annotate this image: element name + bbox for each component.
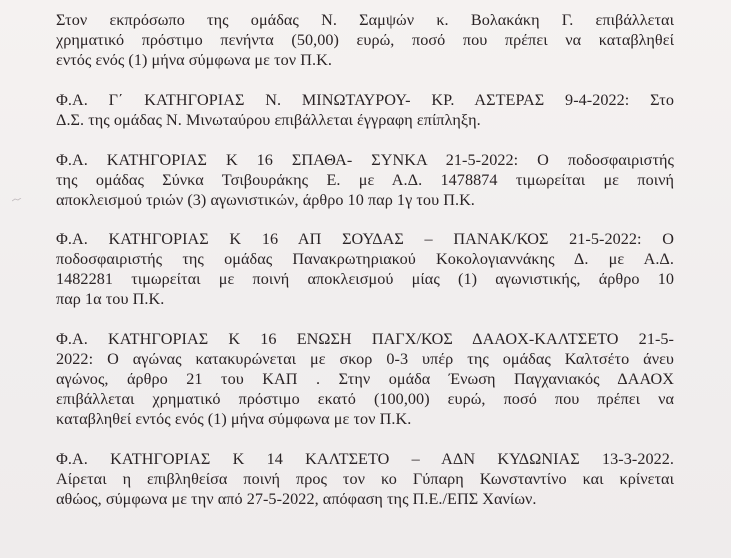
text-line: της ομάδας Σύνκα Τσιβουράκης Ε. με Α.Δ. 1478874 τιμωρείται με ποινή: [56, 171, 674, 189]
text-line: Φ.Α. Γ΄ ΚΑΤΗΓΟΡΙΑΣ Ν. ΜΙΝΩΤΑΥΡΟΥ- ΚΡ. ΑΣΤΕΡΑΣ 9-4-2022: Στο: [56, 91, 674, 109]
paragraph-souda-panakrotiriakos: [56, 229, 674, 309]
text-line: ποδοσφαιριστής της ομάδας Πανακρωτηριακού Κοκολογιαννάκης Δ. με Α.Δ.: [56, 250, 674, 268]
text-line: εντός ενός (1) μήνα σύμφωνα με τον Π.Κ.: [56, 51, 332, 69]
paragraph-samson-fine: [56, 10, 674, 70]
paragraph-minotavros-asteras: [56, 90, 674, 130]
text-line: Στον εκπρόσωπο της ομάδας Ν. Σαμψών κ. Βολακάκη Γ. επιβάλλεται: [56, 11, 674, 29]
paragraph-spatha-synka: [56, 150, 674, 210]
text-line: Φ.Α. ΚΑΤΗΓΟΡΙΑΣ Κ 16 ΑΠ ΣΟΥΔΑΣ – ΠΑΝΑΚ/ΚΟΣ 21-5-2022: Ο: [56, 230, 674, 248]
paragraph-kaltseto-kydonia: [56, 449, 674, 509]
text-line: αποκλεισμού τριών (3) αγωνιστικών, άρθρο 10 παρ 1γ του Π.Κ.: [56, 191, 475, 209]
text-line: 2022: Ο αγώνας κατακυρώνεται με σκορ 0-3 υπέρ της ομάδας Καλτσέτο άνευ: [56, 350, 674, 368]
document-body: [56, 10, 674, 509]
scan-speck-mark: [12, 198, 22, 202]
text-line: Φ.Α. ΚΑΤΗΓΟΡΙΑΣ Κ 16 ΕΝΩΣΗ ΠΑΓΧ/ΚΟΣ ΔΑΑΟΧ-ΚΑΛΤΣΕΤΟ 21-5-: [56, 330, 674, 348]
text-line: Φ.Α. ΚΑΤΗΓΟΡΙΑΣ Κ 16 ΣΠΑΘΑ- ΣΥΝΚΑ 21-5-2022: Ο ποδοσφαιριστής: [56, 151, 674, 169]
text-line: αθώος, σύμφωνα με την από 27-5-2022, απόφαση της Π.Ε./ΕΠΣ Χανίων.: [56, 490, 537, 508]
text-line: 1482281 τιμωρείται με ποινή αποκλεισμού μίας (1) αγωνιστικής, άρθρο 10: [56, 270, 674, 288]
text-line: Φ.Α. ΚΑΤΗΓΟΡΙΑΣ Κ 14 ΚΑΛΤΣΕΤΟ – ΑΔΝ ΚΥΔΩΝΙΑΣ 13-3-2022.: [56, 450, 674, 468]
text-line: καταβληθεί εντός ενός (1) μήνα σύμφωνα με τον Π.Κ.: [56, 410, 412, 428]
text-line: χρηματικό πρόστιμο πενήντα (50,00) ευρώ, ποσό που πρέπει να καταβληθεί: [56, 31, 674, 49]
text-line: παρ 1α του Π.Κ.: [56, 290, 165, 308]
text-line: επιβάλλεται χρηματικό πρόστιμο εκατό (100,00) ευρώ, ποσό που πρέπει να: [56, 390, 674, 408]
text-line: αγώνος, άρθρο 21 του ΚΑΠ . Στην ομάδα Ένωση Παγχανιακός ΔΑΑΟΧ: [56, 370, 674, 388]
paragraph-enosi-kaltseto: [56, 329, 674, 429]
text-line: Δ.Σ. της ομάδας Ν. Μινωταύρου επιβάλλεται έγγραφη επίπληξη.: [56, 111, 481, 129]
text-line: Αίρεται η επιβληθείσα ποινή προς τον κο Γύπαρη Κωνσταντίνο και κρίνεται: [56, 470, 674, 488]
